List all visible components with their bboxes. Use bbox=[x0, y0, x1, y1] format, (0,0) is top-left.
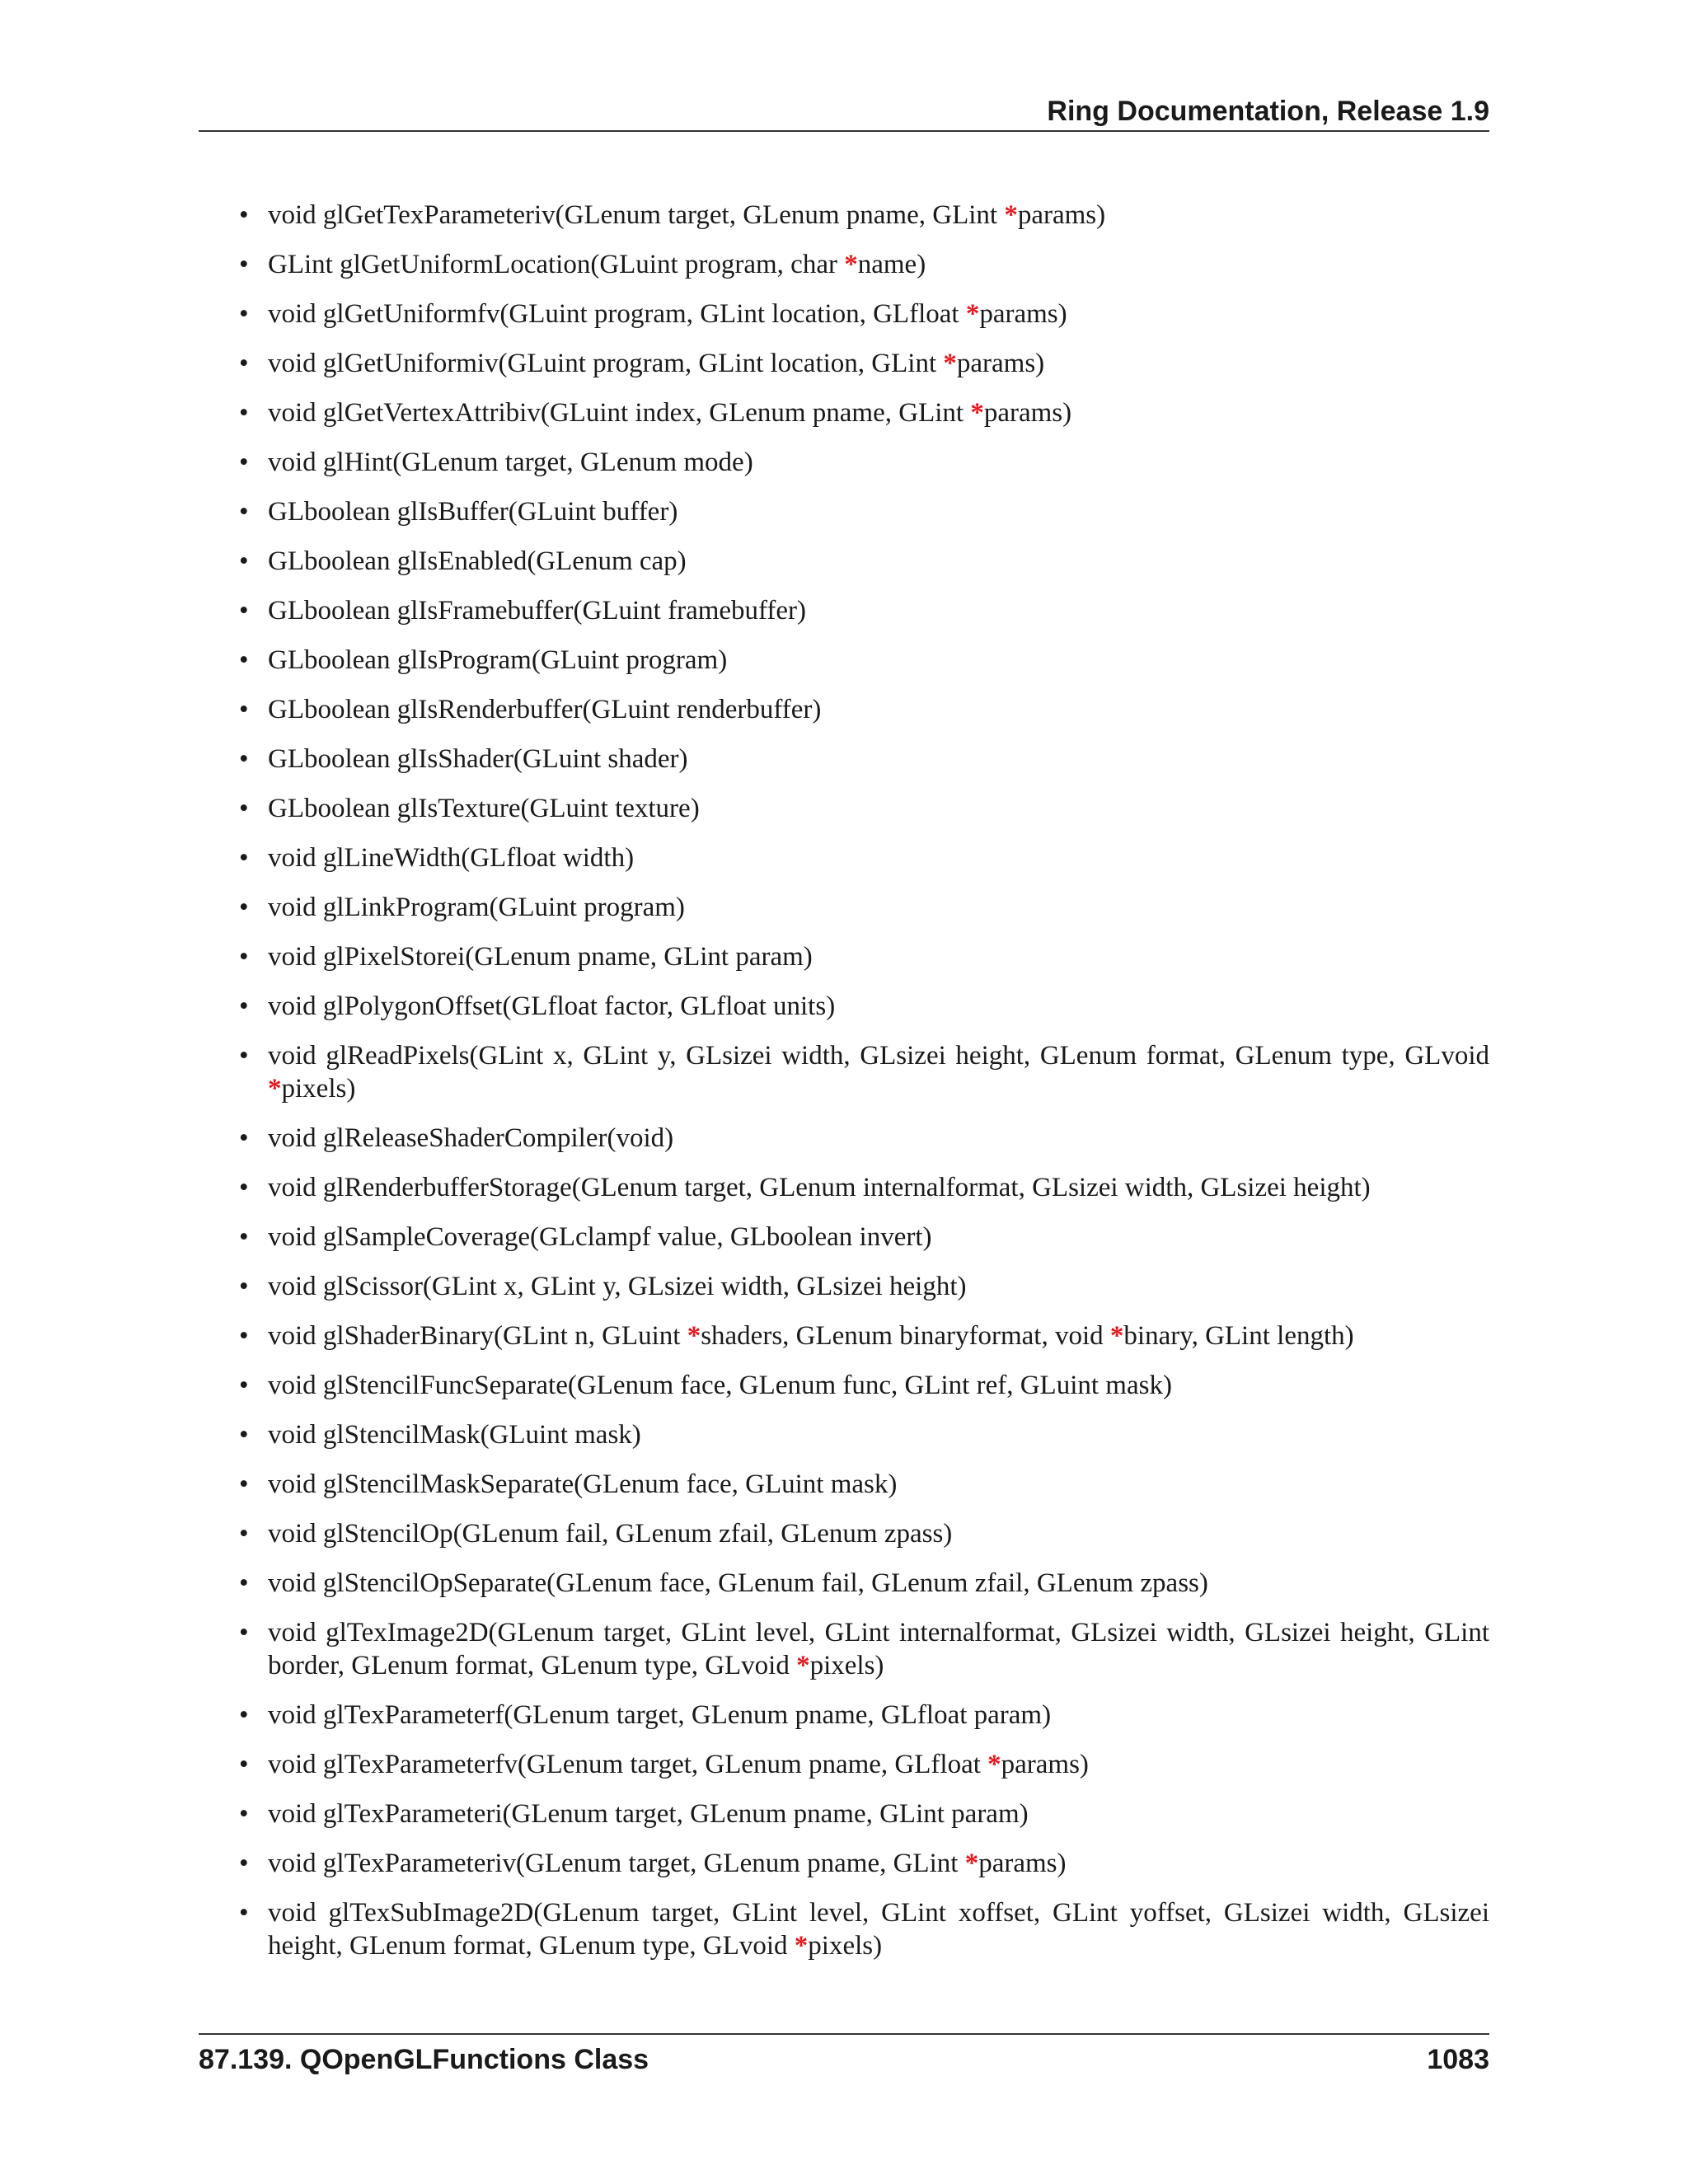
bullet-marker: • bbox=[239, 942, 249, 972]
function-list-item bbox=[239, 1369, 1489, 1402]
bullet-marker: • bbox=[239, 1568, 249, 1598]
function-signature bbox=[268, 1041, 1489, 1104]
signature-text: params) bbox=[1017, 200, 1106, 230]
signature-text: void glRenderbufferStorage(GLenum target, GLenum internalformat, GLsizei width, GLsizei height) bbox=[268, 1173, 1371, 1202]
signature-text: void glScissor(GLint x, GLint y, GLsizei width, GLsizei height) bbox=[268, 1272, 967, 1301]
bullet-marker: • bbox=[239, 794, 249, 823]
function-list-item bbox=[239, 594, 1489, 627]
signature-text: void glTexParameteri(GLenum target, GLenum pname, GLint param) bbox=[268, 1799, 1029, 1829]
bullet-marker: • bbox=[239, 448, 249, 477]
bullet-marker: • bbox=[239, 349, 249, 378]
bullet-marker: • bbox=[239, 1849, 249, 1878]
function-list-item bbox=[239, 1039, 1489, 1105]
bullet-marker: • bbox=[239, 250, 249, 279]
section-title: 87.139. QOpenGLFunctions Class bbox=[199, 2044, 649, 2075]
pointer-asterisk: * bbox=[844, 250, 858, 279]
signature-text: name) bbox=[857, 250, 926, 279]
pointer-asterisk: * bbox=[943, 349, 957, 378]
function-signature bbox=[268, 1568, 1208, 1598]
function-list-item bbox=[239, 298, 1489, 330]
function-signature bbox=[268, 1700, 1051, 1730]
function-signature bbox=[268, 497, 678, 527]
function-signature bbox=[268, 645, 727, 675]
function-signature bbox=[268, 794, 700, 823]
function-list-item bbox=[239, 1896, 1489, 1962]
function-list-item bbox=[239, 1748, 1489, 1781]
bullet-marker: • bbox=[239, 1041, 249, 1071]
bullet-marker: • bbox=[239, 1173, 249, 1202]
bullet-marker: • bbox=[239, 1123, 249, 1153]
signature-text: void glShaderBinary(GLint n, GLuint bbox=[268, 1321, 687, 1351]
signature-text: pixels) bbox=[809, 1651, 884, 1680]
pointer-asterisk: * bbox=[1109, 1321, 1124, 1351]
function-signature bbox=[268, 695, 821, 724]
bullet-marker: • bbox=[239, 744, 249, 774]
signature-text: GLboolean glIsEnabled(GLenum cap) bbox=[268, 546, 687, 576]
function-signature bbox=[268, 1898, 1489, 1961]
signature-text: void glPixelStorei(GLenum pname, GLint param) bbox=[268, 942, 813, 972]
function-list-item bbox=[239, 347, 1489, 380]
function-signature bbox=[268, 1750, 1089, 1779]
signature-text: void glTexImage2D(GLenum target, GLint level, GLint internalformat, GLsizei width, GLsizei height, GLint border, GLenum format, GLenum type, GLvoid bbox=[268, 1618, 1489, 1680]
bullet-marker: • bbox=[239, 1898, 249, 1928]
bullet-marker: • bbox=[239, 1420, 249, 1450]
signature-text: pixels) bbox=[808, 1931, 883, 1961]
bullet-marker: • bbox=[239, 1272, 249, 1301]
function-signature bbox=[268, 448, 753, 477]
function-list-item bbox=[239, 743, 1489, 776]
function-list-item bbox=[239, 1171, 1489, 1204]
signature-text: void glSampleCoverage(GLclampf value, GLboolean invert) bbox=[268, 1222, 932, 1252]
signature-text: void glTexParameterf(GLenum target, GLenum pname, GLfloat param) bbox=[268, 1700, 1052, 1730]
function-list-item bbox=[239, 1847, 1489, 1880]
signature-text: GLboolean glIsProgram(GLuint program) bbox=[268, 645, 728, 675]
signature-text: binary, GLint length) bbox=[1123, 1321, 1354, 1351]
bullet-marker: • bbox=[239, 645, 249, 675]
function-list-item bbox=[239, 1418, 1489, 1451]
function-list bbox=[239, 199, 1489, 1979]
bullet-marker: • bbox=[239, 1321, 249, 1351]
function-signature bbox=[268, 1420, 641, 1450]
function-list-item bbox=[239, 1221, 1489, 1254]
function-signature bbox=[268, 1849, 1066, 1878]
bullet-marker: • bbox=[239, 1700, 249, 1730]
bullet-marker: • bbox=[239, 1618, 249, 1647]
signature-text: void glTexParameterfv(GLenum target, GLenum pname, GLfloat bbox=[268, 1750, 988, 1779]
function-list-item bbox=[239, 1468, 1489, 1501]
function-signature bbox=[268, 1618, 1489, 1680]
bullet-marker: • bbox=[239, 1750, 249, 1779]
function-signature bbox=[268, 1321, 1354, 1351]
signature-text: params) bbox=[978, 1849, 1067, 1878]
bullet-marker: • bbox=[239, 497, 249, 527]
function-list-item bbox=[239, 1567, 1489, 1600]
signature-text: void glStencilMask(GLuint mask) bbox=[268, 1420, 641, 1450]
signature-text: void glGetTexParameteriv(GLenum target, GLenum pname, GLint bbox=[268, 200, 1005, 230]
bullet-marker: • bbox=[239, 1222, 249, 1252]
signature-text: GLint glGetUniformLocation(GLuint program, char bbox=[268, 250, 845, 279]
page-number: 1083 bbox=[1427, 2044, 1489, 2075]
page-header bbox=[199, 92, 1489, 132]
bullet-marker: • bbox=[239, 1469, 249, 1499]
function-list-item bbox=[239, 940, 1489, 973]
bullet-marker: • bbox=[239, 1799, 249, 1829]
pointer-asterisk: * bbox=[794, 1931, 809, 1961]
function-signature bbox=[268, 398, 1071, 428]
signature-text: void glStencilOp(GLenum fail, GLenum zfail, GLenum zpass) bbox=[268, 1519, 953, 1549]
signature-text: GLboolean glIsFramebuffer(GLuint framebuffer) bbox=[268, 596, 807, 626]
function-list-item bbox=[239, 990, 1489, 1023]
function-signature bbox=[268, 200, 1105, 230]
pointer-asterisk: * bbox=[965, 299, 980, 329]
function-list-item bbox=[239, 693, 1489, 726]
function-list-item bbox=[239, 446, 1489, 479]
function-list-item bbox=[239, 545, 1489, 578]
signature-text: void glGetUniformiv(GLuint program, GLint location, GLint bbox=[268, 349, 944, 378]
bullet-marker: • bbox=[239, 299, 249, 329]
function-signature bbox=[268, 299, 1067, 329]
signature-text: shaders, GLenum binaryformat, void bbox=[701, 1321, 1110, 1351]
function-list-item bbox=[239, 199, 1489, 232]
signature-text: void glGetVertexAttribiv(GLuint index, GLenum pname, GLint bbox=[268, 398, 971, 428]
function-list-item bbox=[239, 891, 1489, 924]
signature-text: void glLinkProgram(GLuint program) bbox=[268, 893, 685, 922]
pointer-asterisk: * bbox=[987, 1750, 1001, 1779]
function-list-item bbox=[239, 644, 1489, 677]
bullet-marker: • bbox=[239, 200, 249, 230]
function-list-item bbox=[239, 248, 1489, 281]
bullet-marker: • bbox=[239, 843, 249, 873]
signature-text: void glGetUniformfv(GLuint program, GLint location, GLfloat bbox=[268, 299, 966, 329]
function-signature bbox=[268, 1222, 932, 1252]
function-signature bbox=[268, 1123, 673, 1153]
function-signature bbox=[268, 1469, 897, 1499]
function-signature bbox=[268, 1173, 1371, 1202]
signature-text: void glLineWidth(GLfloat width) bbox=[268, 843, 635, 873]
function-signature bbox=[268, 942, 813, 972]
signature-text: void glStencilFuncSeparate(GLenum face, GLenum func, GLint ref, GLuint mask) bbox=[268, 1371, 1172, 1400]
function-signature bbox=[268, 546, 687, 576]
signature-text: GLboolean glIsShader(GLuint shader) bbox=[268, 744, 688, 774]
signature-text: params) bbox=[1001, 1750, 1089, 1779]
function-list-item bbox=[239, 396, 1489, 429]
function-signature bbox=[268, 1272, 967, 1301]
signature-text: params) bbox=[956, 349, 1045, 378]
function-signature bbox=[268, 250, 926, 279]
function-list-item bbox=[239, 841, 1489, 874]
function-list-item bbox=[239, 1122, 1489, 1155]
function-list-item bbox=[239, 495, 1489, 528]
function-list-item bbox=[239, 1270, 1489, 1303]
signature-text: GLboolean glIsBuffer(GLuint buffer) bbox=[268, 497, 678, 527]
function-signature bbox=[268, 1519, 952, 1549]
signature-text: void glHint(GLenum target, GLenum mode) bbox=[268, 448, 753, 477]
function-list-item bbox=[239, 1699, 1489, 1732]
function-list-item bbox=[239, 1517, 1489, 1550]
document-title: Ring Documentation, Release 1.9 bbox=[1047, 96, 1489, 127]
pointer-asterisk: * bbox=[687, 1321, 701, 1351]
signature-text: void glStencilMaskSeparate(GLenum face, GLuint mask) bbox=[268, 1469, 898, 1499]
function-signature bbox=[268, 843, 634, 873]
function-list-item bbox=[239, 1319, 1489, 1352]
bullet-marker: • bbox=[239, 546, 249, 576]
function-signature bbox=[268, 744, 688, 774]
function-list-item bbox=[239, 1616, 1489, 1682]
signature-text: GLboolean glIsRenderbuffer(GLuint renderbuffer) bbox=[268, 695, 822, 724]
bullet-marker: • bbox=[239, 398, 249, 428]
bullet-marker: • bbox=[239, 596, 249, 626]
pointer-asterisk: * bbox=[268, 1074, 282, 1104]
signature-text: params) bbox=[983, 398, 1072, 428]
signature-text: void glReadPixels(GLint x, GLint y, GLsizei width, GLsizei height, GLenum format, GLenum type, GLvoid bbox=[268, 1041, 1489, 1071]
signature-text: void glPolygonOffset(GLfloat factor, GLfloat units) bbox=[268, 991, 836, 1021]
signature-text: void glReleaseShaderCompiler(void) bbox=[268, 1123, 674, 1153]
function-signature bbox=[268, 1371, 1172, 1400]
bullet-marker: • bbox=[239, 991, 249, 1021]
function-signature bbox=[268, 893, 685, 922]
pointer-asterisk: * bbox=[970, 398, 984, 428]
pointer-asterisk: * bbox=[1004, 200, 1018, 230]
bullet-marker: • bbox=[239, 1519, 249, 1549]
pointer-asterisk: * bbox=[964, 1849, 979, 1878]
signature-text: void glStencilOpSeparate(GLenum face, GLenum fail, GLenum zfail, GLenum zpass) bbox=[268, 1568, 1208, 1598]
bullet-marker: • bbox=[239, 1371, 249, 1400]
function-signature bbox=[268, 349, 1044, 378]
signature-text: void glTexParameteriv(GLenum target, GLenum pname, GLint bbox=[268, 1849, 965, 1878]
pointer-asterisk: * bbox=[796, 1651, 810, 1680]
function-list-item bbox=[239, 792, 1489, 825]
function-list-item bbox=[239, 1797, 1489, 1830]
bullet-marker: • bbox=[239, 695, 249, 724]
signature-text: void glTexSubImage2D(GLenum target, GLint level, GLint xoffset, GLint yoffset, GLsizei width, GLsizei height, GLenum format, GLenum type, GLvoid bbox=[268, 1898, 1489, 1961]
function-signature bbox=[268, 596, 806, 626]
function-signature bbox=[268, 991, 835, 1021]
bullet-marker: • bbox=[239, 893, 249, 922]
function-signature bbox=[268, 1799, 1029, 1829]
signature-text: params) bbox=[979, 299, 1067, 329]
page-footer bbox=[199, 2033, 1489, 2084]
signature-text: GLboolean glIsTexture(GLuint texture) bbox=[268, 794, 700, 823]
signature-text: pixels) bbox=[281, 1074, 356, 1104]
